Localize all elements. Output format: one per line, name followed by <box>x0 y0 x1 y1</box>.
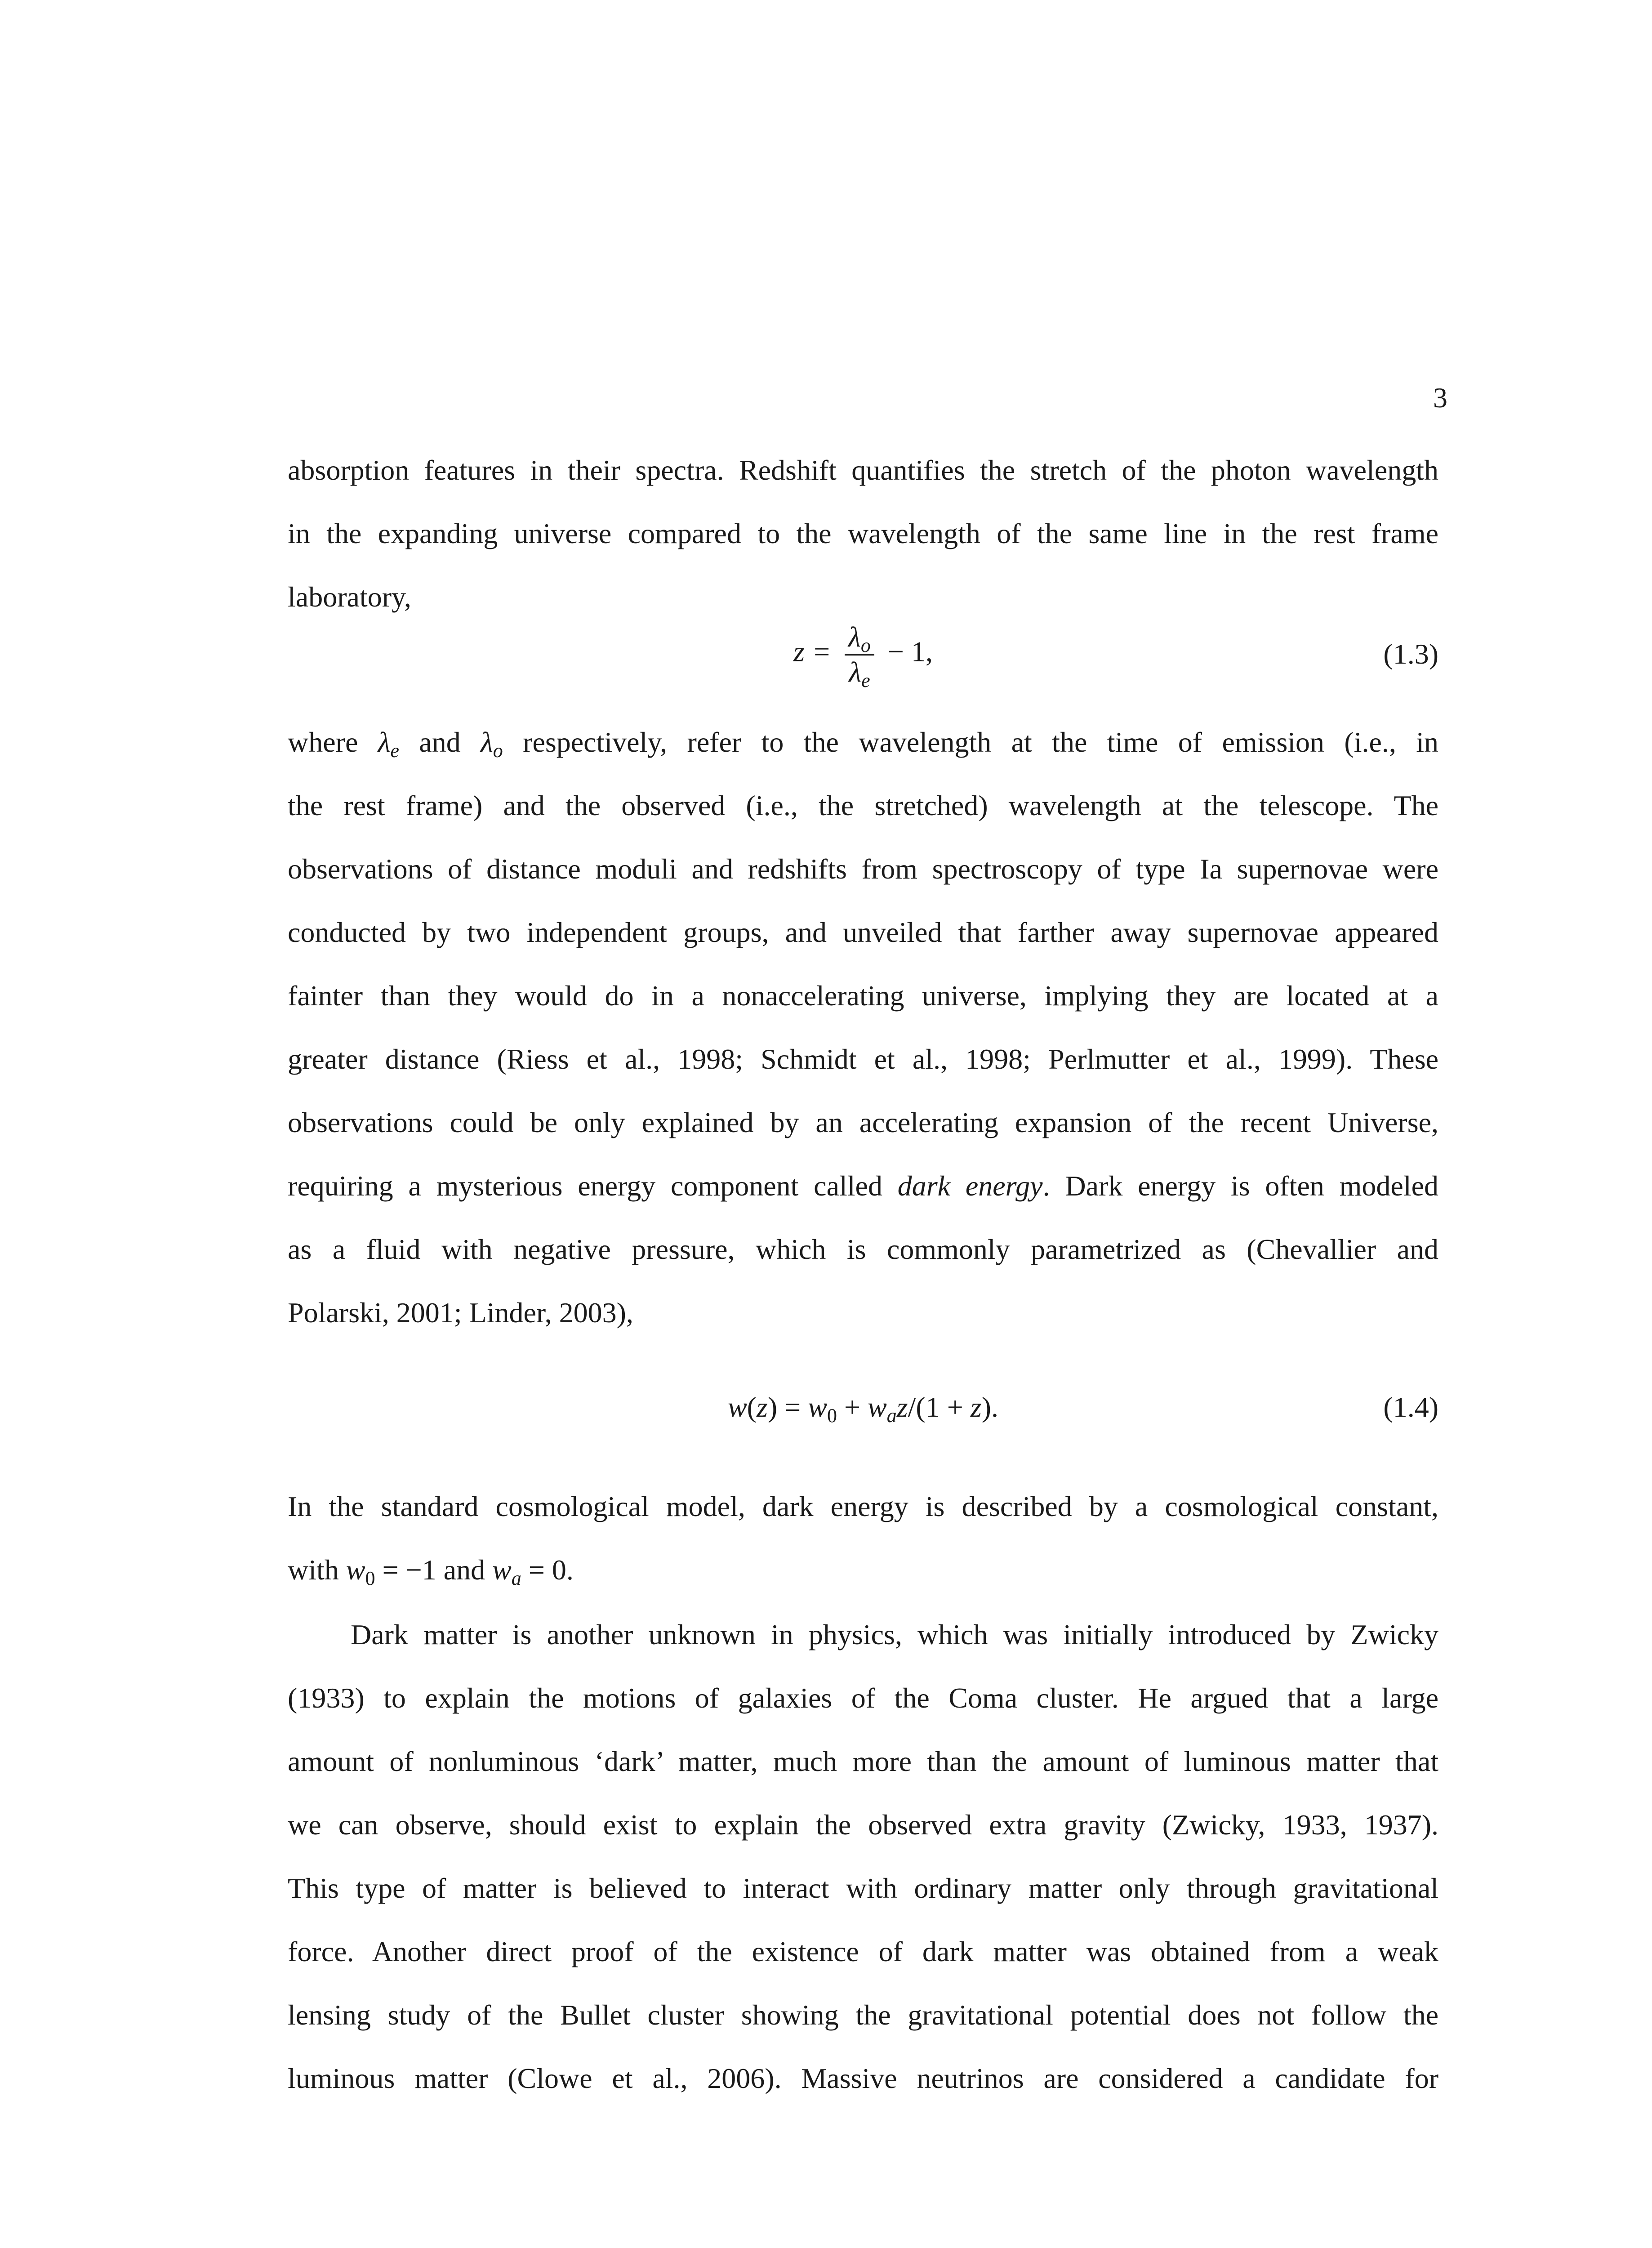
eq-lhs: z = <box>793 635 832 668</box>
fraction <box>845 620 874 689</box>
fraction-denominator <box>845 656 874 689</box>
equation-number: (1.3) <box>1383 638 1438 670</box>
equation-body <box>288 620 1438 689</box>
lambda-symbol: λ <box>848 621 861 653</box>
text-line: This type of matter is believed to interact with ordinary matter only through gravitational <box>288 1872 1438 1904</box>
subscript: o <box>860 634 871 656</box>
text-line: observations could be only explained by an accelerating expansion of the recent Universe, <box>288 1106 1438 1138</box>
text-line: with $w_0 = -1$ and $w_a = 0$. <box>288 1554 574 1589</box>
text-line: force. Another direct proof of the existence of dark matter was obtained from a weak <box>288 1936 1438 1967</box>
page-number: 3 <box>1433 382 1447 414</box>
paragraph-cosmological-constant <box>288 1475 1438 1601</box>
text-line: lensing study of the Bullet cluster showing the gravitational potential does not follow the <box>288 1999 1438 2031</box>
text-line: as a fluid with negative pressure, which is commonly parametrized as (Chevallier and <box>288 1233 1438 1265</box>
paragraph-redshift-intro <box>288 438 1438 629</box>
text-line: in the expanding universe compared to the wavelength of the same line in the rest frame <box>288 517 1438 549</box>
eq-rhs: − 1, <box>887 635 933 668</box>
subscript: e <box>861 669 870 691</box>
text-line: where $\lambda_e$ and $\lambda_o$ respectively, refer to the wavelength at the time of emission (i.e., in <box>288 726 1439 762</box>
text-line: the rest frame) and the observed (i.e., the stretched) wavelength at the telescope. The <box>288 789 1438 821</box>
text-line: conducted by two independent groups, and unveiled that farther away supernovae appeared <box>288 916 1438 948</box>
paragraph-dark-matter <box>288 1603 1438 2110</box>
text-line: Dark matter is another unknown in physics, which was initially introduced by Zwicky <box>351 1619 1438 1650</box>
text-line: luminous matter (Clowe et al., 2006). Massive neutrinos are considered a candidate for <box>288 2062 1438 2094</box>
text-line: Polarski, 2001; Linder, 2003), <box>288 1297 633 1329</box>
text-line: In the standard cosmological model, dark energy is described by a cosmological constant, <box>288 1490 1438 1522</box>
paragraph-dark-energy <box>288 710 1438 1344</box>
fraction-numerator <box>845 620 874 656</box>
text-line: absorption features in their spectra. Redshift quantifies the stretch of the photon wavelength <box>288 454 1438 486</box>
text-line: fainter than they would do in a nonaccelerating universe, implying they are located at a <box>288 980 1438 1012</box>
equation-1-3 <box>288 620 1438 692</box>
text-line: (1933) to explain the motions of galaxies of the Coma cluster. He argued that a large <box>288 1682 1438 1714</box>
text-line: greater distance (Riess et al., 1998; Schmidt et al., 1998; Perlmutter et al., 1999). These <box>288 1043 1438 1075</box>
equation-body: $w(z) = w_0 + w_az/(1 + z)$. <box>727 1391 999 1427</box>
text-line: we can observe, should exist to explain the observed extra gravity (Zwicky, 1933, 1937). <box>288 1809 1438 1841</box>
equation-1-4 <box>288 1385 1438 1457</box>
text-line: laboratory, <box>288 581 411 613</box>
lambda-symbol: λ <box>849 656 862 688</box>
text-line: requiring a mysterious energy component called dark energy. Dark energy is often modeled <box>288 1170 1439 1202</box>
equation-number: (1.4) <box>1383 1391 1438 1423</box>
text-line: observations of distance moduli and redshifts from spectroscopy of type Ia supernovae were <box>288 853 1438 885</box>
text-line: amount of nonluminous ‘dark’ matter, much more than the amount of luminous matter that <box>288 1745 1438 1777</box>
